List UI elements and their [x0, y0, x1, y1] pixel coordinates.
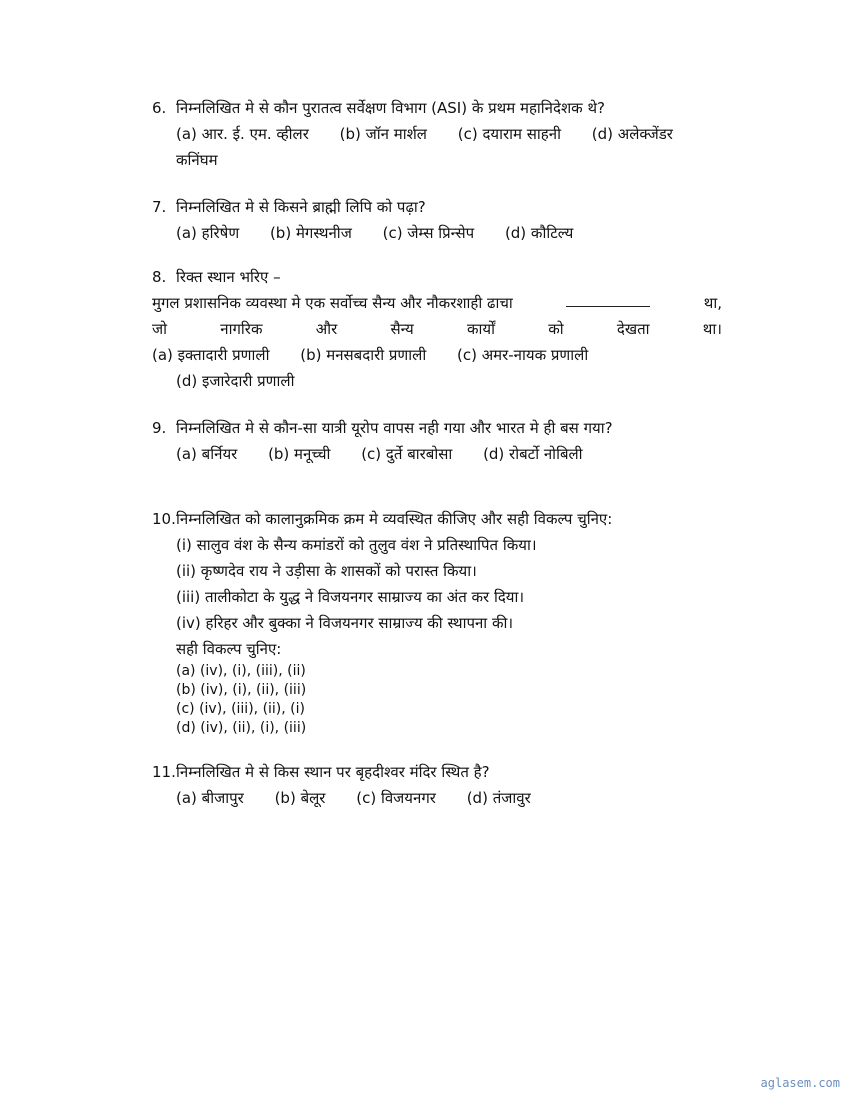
question-10-stem: [152, 506, 722, 532]
statement-i: (i) सालुव वंश के सैन्य कमांडरों को तुलुव वंश ने प्रतिस्थापित किया।: [176, 536, 537, 554]
word: देखता: [616, 320, 650, 338]
option-b: (b) मेगस्थनीज: [269, 224, 352, 242]
option-c: (c) अमर-नायक प्रणाली: [456, 346, 589, 364]
option-d: (d) (iv), (ii), (i), (iii): [176, 720, 307, 736]
word: को: [548, 320, 564, 338]
option-a: (a) हरिषेण: [176, 224, 240, 242]
question-6: [152, 95, 722, 173]
option-c: (c) दयाराम साहनी: [457, 125, 561, 143]
question-8-options: [152, 342, 722, 368]
question-text: निम्नलिखित को कालानुक्रमिक क्रम मे व्यवस्थित कीजिए और सही विकल्प चुनिए:: [176, 510, 613, 528]
word: और: [315, 320, 338, 338]
option-a: (a) इक्तादारी प्रणाली: [152, 346, 270, 364]
question-7: [152, 194, 722, 246]
option-b: (b) मनूच्ची: [268, 445, 331, 463]
option-a: (a) (iv), (i), (iii), (ii): [176, 663, 306, 679]
question-8-stem: [152, 264, 722, 290]
watermark-text: aglasem.com: [760, 1076, 840, 1090]
option-d: (d) कौटिल्य: [504, 224, 574, 242]
question-number: 9.: [152, 419, 167, 437]
option-a: (a) बीजापुर: [176, 789, 244, 807]
question-6-stem: [152, 95, 722, 121]
word: सैन्य: [390, 320, 414, 338]
question-text: रिक्त स्थान भरिए –: [176, 268, 281, 286]
question-text: निम्नलिखित मे से किसने ब्राह्मी लिपि को पढ़ा?: [176, 198, 426, 216]
option-b: (b) (iv), (i), (ii), (iii): [176, 682, 307, 698]
option-c: (c) (iv), (iii), (ii), (i): [176, 701, 305, 717]
word: नागरिक: [220, 320, 263, 338]
fill-blank-line-2: [152, 316, 722, 342]
question-10: [152, 506, 722, 738]
question-11-options: [152, 785, 722, 811]
question-number: 6.: [152, 99, 167, 117]
option-b: (b) जॉन मार्शल: [339, 125, 427, 143]
question-text: निम्नलिखित मे से किस स्थान पर बृहदीश्वर मंदिर स्थित है?: [176, 763, 490, 781]
question-number: 8.: [152, 268, 167, 286]
statement-iv: (iv) हरिहर और बुक्का ने विजयनगर साम्राज्य की स्थापना की।: [176, 614, 514, 632]
question-9-options: [152, 441, 722, 467]
fill-blank-line-1: [152, 290, 722, 316]
question-8: [152, 264, 722, 394]
option-c: (c) जेम्स प्रिन्सेप: [382, 224, 475, 242]
question-11: [152, 759, 722, 811]
question-text: निम्नलिखित मे से कौन-सा यात्री यूरोप वापस नही गया और भारत मे ही बस गया?: [176, 419, 613, 437]
question-7-stem: [152, 194, 722, 220]
option-c: (c) विजयनगर: [356, 789, 436, 807]
question-9-stem: [152, 415, 722, 441]
word: जो: [152, 320, 168, 338]
word: कार्यों: [466, 320, 495, 338]
option-a: (a) बर्नियर: [176, 445, 238, 463]
question-7-options: [152, 220, 722, 246]
question-11-stem: [152, 759, 722, 785]
option-d: (d) इजारेदारी प्रणाली: [176, 372, 295, 390]
choose-instruction: सही विकल्प चुनिए:: [176, 640, 282, 658]
option-d: (d) तंजावुर: [466, 789, 531, 807]
question-number: 10.: [152, 510, 176, 528]
question-6-options: [152, 121, 722, 147]
question-9: [152, 415, 722, 467]
word: था।: [702, 320, 722, 338]
option-b: (b) मनसबदारी प्रणाली: [300, 346, 427, 364]
statement-iii: (iii) तालीकोटा के युद्ध ने विजयनगर साम्राज्य का अंत कर दिया।: [176, 588, 525, 606]
question-text: निम्नलिखित मे से कौन पुरातत्व सर्वेक्षण विभाग (ASI) के प्रथम महानिदेशक थे?: [176, 99, 606, 117]
question-number: 11.: [152, 763, 176, 781]
option-d: (d) अलेक्जेंडर: [591, 125, 673, 143]
option-d: (d) रोबर्टो नोबिली: [483, 445, 583, 463]
option-d-continuation: कनिंघम: [176, 151, 218, 169]
statement-ii: (ii) कृष्णदेव राय ने उड़ीसा के शासकों को परास्त किया।: [176, 562, 477, 580]
question-number: 7.: [152, 198, 167, 216]
option-b: (b) बेलूर: [274, 789, 326, 807]
option-c: (c) दुर्ते बारबोसा: [361, 445, 453, 463]
sentence-part-2: था,: [703, 294, 722, 312]
sentence-part-1: मुगल प्रशासनिक व्यवस्था मे एक सर्वोच्च सैन्य और नौकरशाही ढाचा: [152, 294, 513, 312]
option-a: (a) आर. ई. एम. व्हीलर: [176, 125, 309, 143]
answer-blank: [566, 290, 650, 307]
